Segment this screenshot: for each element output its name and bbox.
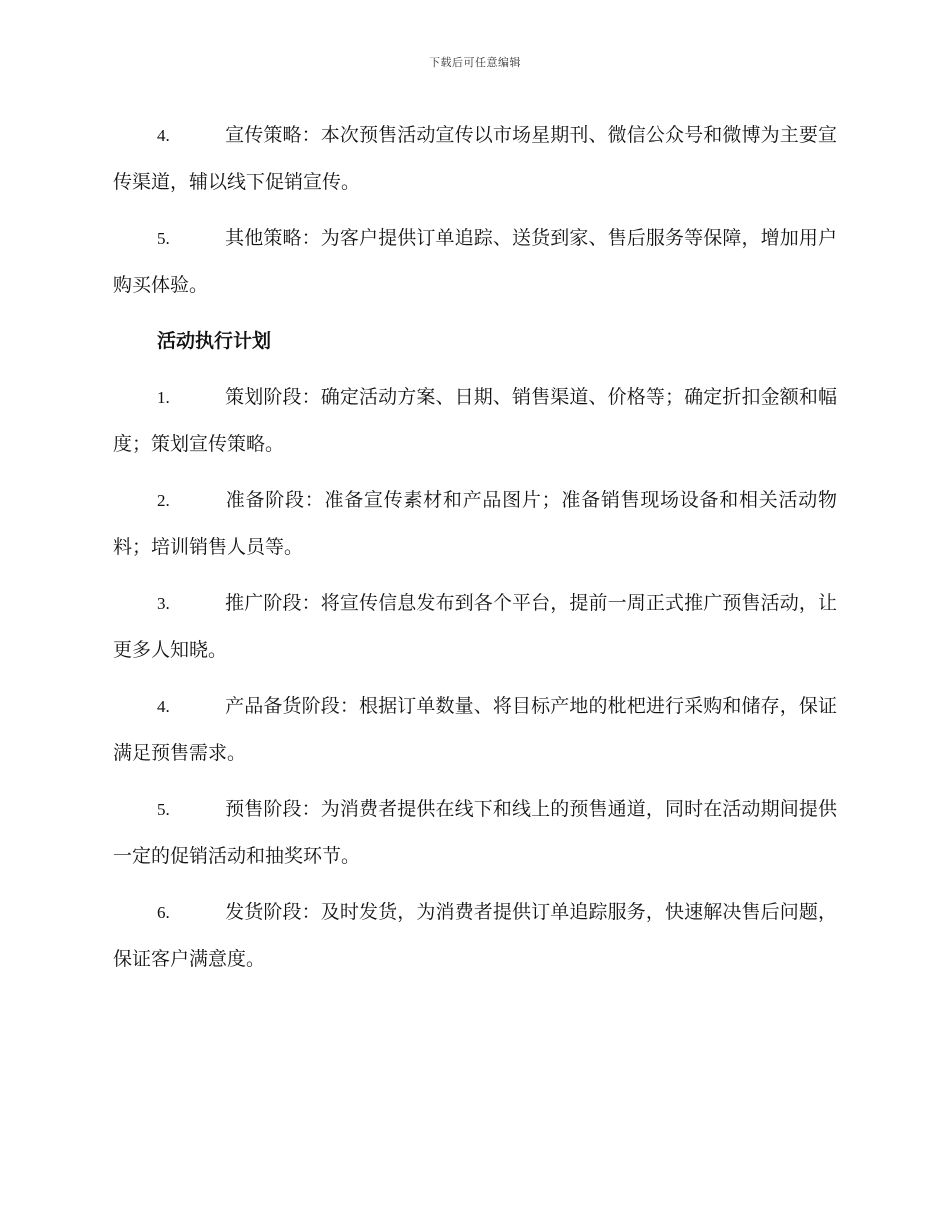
item-text: 策划阶段：确定活动方案、日期、销售渠道、价格等；确定折扣金额和幅度；策划宣传策略。 — [113, 386, 837, 455]
list-item — [113, 786, 837, 879]
list-item — [113, 889, 837, 982]
item-number: 4. — [157, 697, 170, 716]
item-number: 5. — [157, 229, 170, 248]
list-item — [113, 683, 837, 776]
item-number: 5. — [157, 800, 170, 819]
list-item — [113, 374, 837, 467]
page-header: 下载后可任意编辑 — [429, 56, 521, 69]
item-number: 3. — [157, 594, 170, 613]
item-text: 产品备货阶段：根据订单数量、将目标产地的枇杷进行采购和储存，保证满足预售需求。 — [113, 695, 837, 764]
item-number: 6. — [157, 903, 170, 922]
list-item — [113, 215, 837, 308]
item-text: 发货阶段：及时发货，为消费者提供订单追踪服务，快速解决售后问题，保证客户满意度。 — [113, 901, 837, 970]
item-number: 4. — [157, 126, 170, 145]
item-number: 2. — [157, 491, 170, 510]
item-text: 其他策略：为客户提供订单追踪、送货到家、售后服务等保障，增加用户购买体验。 — [113, 227, 837, 296]
document-body — [113, 112, 837, 992]
item-text: 预售阶段：为消费者提供在线下和线上的预售通道，同时在活动期间提供一定的促销活动和抽奖环节。 — [113, 798, 837, 867]
list-item — [113, 477, 837, 570]
item-number: 1. — [157, 388, 170, 407]
list-item — [113, 580, 837, 673]
section-heading: 活动执行计划 — [157, 330, 272, 352]
item-text: 推广阶段：将宣传信息发布到各个平台，提前一周正式推广预售活动，让更多人知晓。 — [113, 592, 837, 661]
item-text: 准备阶段：准备宣传素材和产品图片；准备销售现场设备和相关活动物料；培训销售人员等。 — [113, 489, 837, 558]
item-text: 宣传策略：本次预售活动宣传以市场星期刊、微信公众号和微博为主要宣传渠道，辅以线下促销宣传。 — [113, 124, 837, 193]
list-item — [113, 112, 837, 205]
